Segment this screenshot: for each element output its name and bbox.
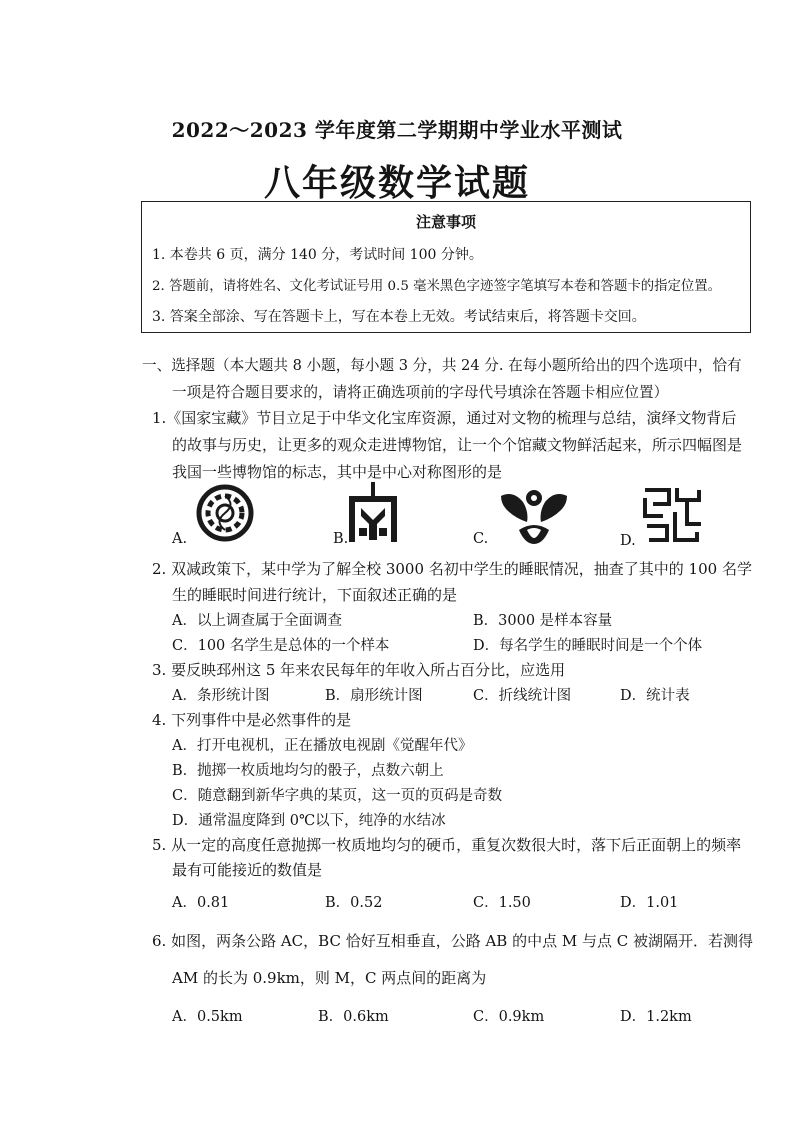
- option-b: B．3000 是样本容量: [473, 613, 613, 629]
- question-1-text: 我国一些博物馆的标志，其中是中心对称图形的是: [172, 463, 503, 481]
- option-label: D.: [620, 533, 636, 549]
- option-b: B．0.6km: [318, 1009, 389, 1025]
- option-b: B．0.52: [325, 895, 383, 911]
- question-6-text: AM 的长为 0.9km，则 M，C 两点间的距离为: [172, 969, 487, 987]
- option-d: D．通常温度降到 0℃以下，纯净的水结冰: [172, 813, 446, 829]
- notice-item: 3. 答案全部涂、写在答题卡上，写在本卷上无效。考试结束后，将答题卡交回。: [152, 309, 646, 325]
- option-a: A．打开电视机，正在播放电视剧《觉醒年代》: [172, 738, 473, 754]
- notice-item: 2. 答题前，请将姓名、文化考试证号用 0.5 毫米黑色字迹签字笔填写本卷和答题卡的指定位置。: [152, 279, 722, 294]
- option-label: A.: [172, 531, 188, 547]
- notice-heading: 注意事项: [415, 213, 476, 231]
- option-a: A．0.81: [172, 895, 230, 911]
- question-4-text: 4. 下列事件中是必然事件的是: [152, 711, 352, 729]
- question-2-text: 生的睡眠时间进行统计，下面叙述正确的是: [172, 586, 458, 604]
- option-b: B．扇形统计图: [325, 688, 423, 704]
- option-a: A．以上调查属于全面调查: [172, 613, 342, 629]
- option-b: B．抛掷一枚质地均匀的骰子，点数六朝上: [172, 763, 444, 779]
- option-c: C．0.9km: [473, 1009, 545, 1025]
- section-heading: 一项是符合题目要求的，请将正确选项前的字母代号填涂在答题卡相应位置）: [172, 384, 669, 401]
- option-c: C．1.50: [473, 895, 531, 911]
- exam-title: 2022～2023 学年度第二学期期中学业水平测试: [171, 118, 623, 142]
- ring-logo-icon: [196, 484, 254, 546]
- option-d: D．统计表: [620, 688, 690, 704]
- notice-box: [141, 201, 751, 333]
- option-c: C．100 名学生是总体的一个样本: [172, 638, 390, 654]
- gate-logo-icon: [341, 480, 405, 550]
- option-label: C.: [473, 531, 489, 547]
- subject-title: 八年级数学试题: [263, 162, 530, 204]
- question-5-text: 最有可能接近的数值是: [172, 861, 323, 879]
- option-a: A．0.5km: [172, 1009, 243, 1025]
- tri-wing-logo-icon: [497, 486, 571, 550]
- option-c: C．折线统计图: [473, 688, 572, 704]
- option-c: C．随意翻到新华字典的某页，这一页的页码是奇数: [172, 788, 503, 804]
- question-1-text: 的故事与历史，让更多的观众走进博物馆，让一个个馆藏文物鲜活起来，所示四幅图是: [172, 436, 743, 454]
- option-a: A．条形统计图: [172, 688, 270, 704]
- option-d: D．1.01: [620, 895, 679, 911]
- question-5-text: 5. 从一定的高度任意抛掷一枚质地均匀的硬币，重复次数很大时，落下后正面朝上的频率: [152, 836, 742, 854]
- question-2-text: 2. 双减政策下，某中学为了解全校 3000 名初中学生的睡眠情况，抽查了其中的 100 名学: [152, 560, 752, 578]
- option-d: D．每名学生的睡眠时间是一个个体: [473, 638, 703, 654]
- option-label: B.: [333, 531, 349, 547]
- section-heading: 一、选择题（本大题共 8 小题，每小题 3 分，共 24 分. 在每小题所给出的四个选项中，恰有: [142, 357, 742, 374]
- seal-script-logo-icon: [641, 484, 705, 548]
- question-1-text: 1.《国家宝藏》节目立足于中华文化宝库资源，通过对文物的梳理与总结，演绎文物背后: [152, 409, 737, 427]
- notice-item: 1. 本卷共 6 页，满分 140 分，考试时间 100 分钟。: [152, 247, 483, 263]
- option-d: D．1.2km: [620, 1009, 692, 1025]
- question-3-text: 3. 要反映邳州这 5 年来农民每年的年收入所占百分比，应选用: [152, 661, 566, 679]
- question-6-text: 6. 如图，两条公路 AC，BC 恰好互相垂直，公路 AB 的中点 M 与点 C 被湖隔开．若测得: [152, 932, 754, 950]
